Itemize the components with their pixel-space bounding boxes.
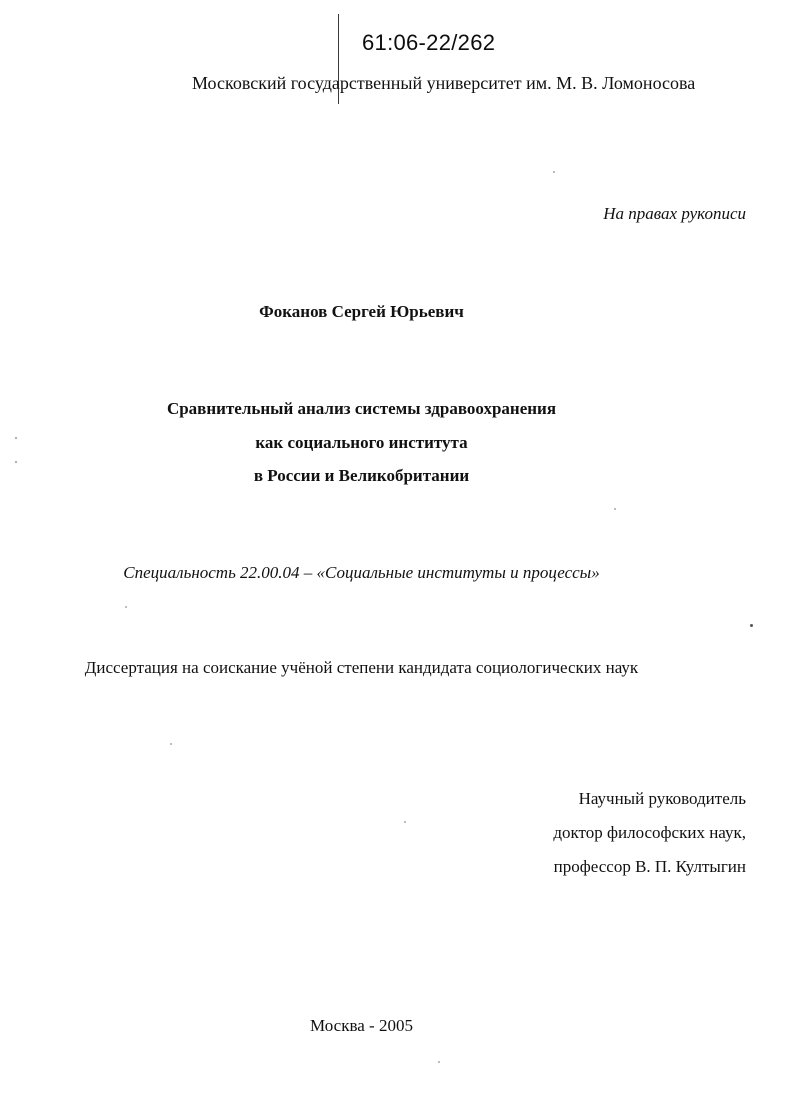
scan-speck — [125, 606, 127, 608]
scan-speck — [438, 1061, 440, 1063]
title-line-2: как социального института — [255, 433, 468, 452]
title-line-3: в России и Великобритании — [253, 466, 470, 485]
scan-speck — [170, 743, 172, 745]
university-name: Московский государственный университет им. М. В. Ломоносова — [192, 73, 696, 93]
scan-speck — [553, 171, 555, 173]
supervisor-degree: доктор философских наук, — [553, 823, 746, 842]
speciality-line: Специальность 22.00.04 – «Социальные институты и процессы» — [123, 563, 600, 582]
scan-speck — [15, 461, 17, 463]
supervisor-role: Научный руководитель — [578, 789, 746, 808]
library-call-number: 61:06-22/262 — [362, 30, 496, 55]
scan-speck — [614, 508, 616, 510]
degree-line: Диссертация на соискание учёной степени кандидата социологических наук — [84, 658, 639, 677]
scan-speck — [750, 624, 753, 627]
supervisor-name: профессор В. П. Култыгин — [553, 857, 746, 876]
title-line-1: Сравнительный анализ системы здравоохранения — [166, 399, 557, 418]
city-year: Москва - 2005 — [310, 1016, 413, 1035]
rights-note: На правах рукописи — [603, 204, 746, 223]
scan-speck — [15, 437, 17, 439]
author-name: Фоканов Сергей Юрьевич — [259, 302, 464, 321]
scan-speck — [404, 821, 406, 823]
